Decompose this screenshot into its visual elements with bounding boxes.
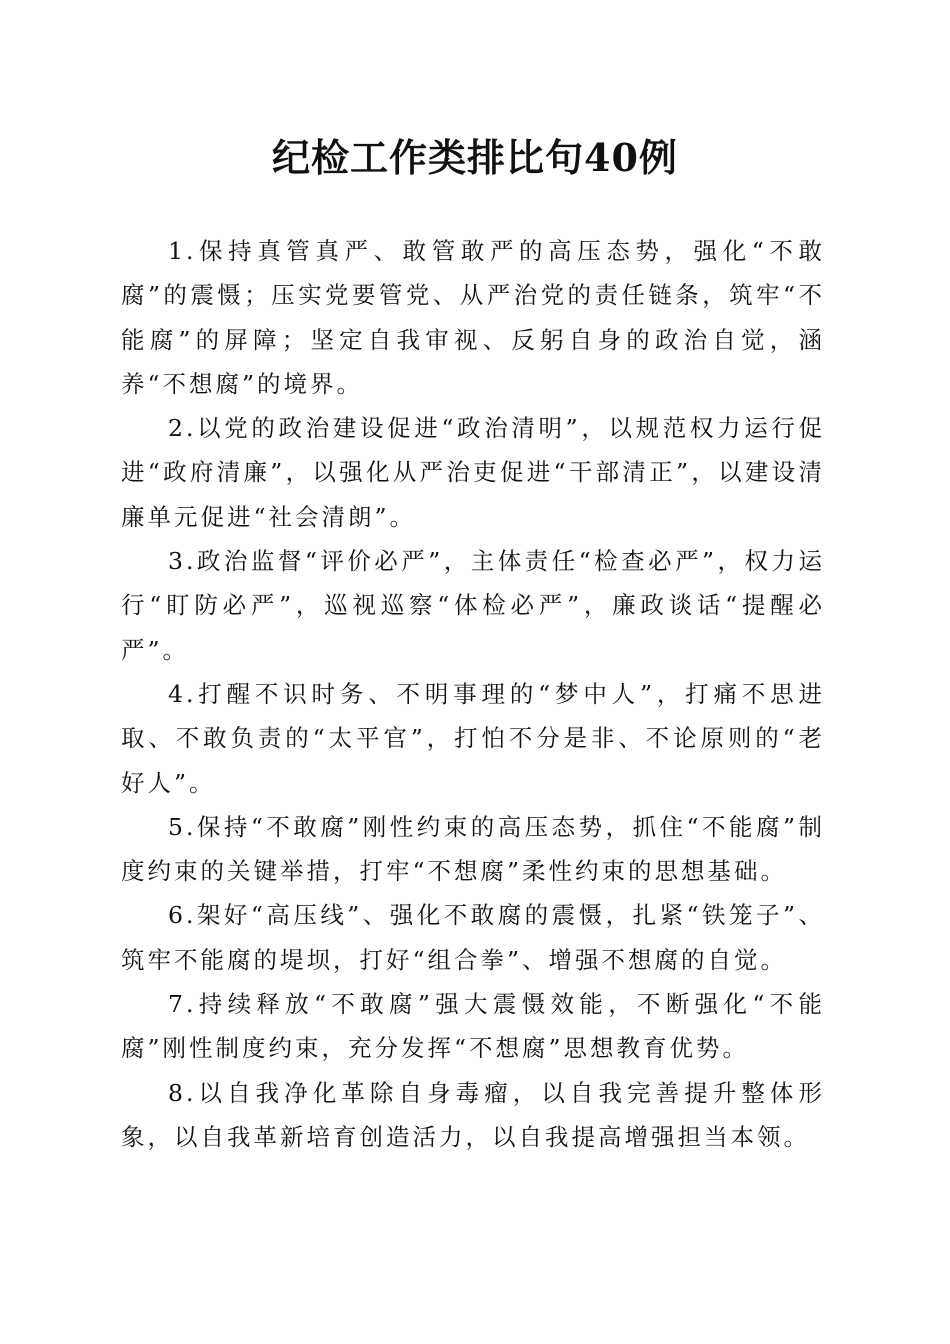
paragraph-1: 1.保持真管真严、敢管敢严的高压态势，强化“不敢腐”的震慑；压实党要管党、从严治党的责任链条，筑牢“不能腐”的屏障；坚定自我审视、反躬自身的政治自觉，涵养“不想腐”的境界。 [121,237,825,398]
paragraph-3: 3.政治监督“评价必严”，主体责任“检查必严”，权力运行“盯防必严”，巡视巡察“体检必严”，廉政谈话“提醒必严”。 [121,547,825,664]
paragraph-6: 6.架好“高压线”、强化不敢腐的震慑，扎紧“铁笼子”、筑牢不能腐的堤坝，打好“组合拳”、增强不想腐的自觉。 [121,901,825,974]
paragraph-8: 8.以自我净化革除自身毒瘤，以自我完善提升整体形象，以自我革新培育创造活力，以自我提高增强担当本领。 [121,1078,825,1151]
paragraph-5: 5.保持“不敢腐”刚性约束的高压态势，抓住“不能腐”制度约束的关键举措，打牢“不想腐”柔性约束的思想基础。 [121,812,825,886]
document-title: 纪检工作类排比句40例 [272,135,678,180]
paragraph-2: 2.以党的政治建设促进“政治清明”，以规范权力运行促进“政府清廉”，以强化从严治吏促进“干部清正”，以建设清廉单元促进“社会清朗”。 [121,414,825,531]
paragraph-4: 4.打醒不识时务、不明事理的“梦中人”，打痛不思进取、不敢负责的“太平官”，打怕不分是非、不论原则的“老好人”。 [121,679,825,797]
paragraph-7: 7.持续释放“不敢腐”强大震慑效能，不断强化“不能腐”刚性制度约束，充分发挥“不想腐”思想教育优势。 [121,990,825,1063]
document-body [121,229,825,1159]
